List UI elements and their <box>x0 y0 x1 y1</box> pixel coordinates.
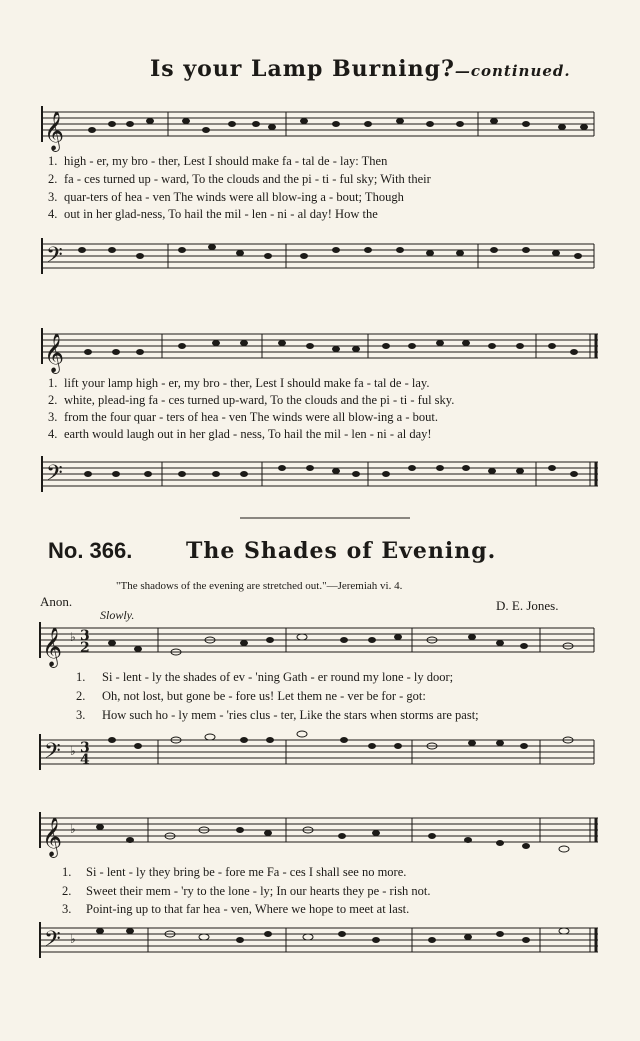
time-signature-icon: 3 <box>80 740 90 756</box>
lyric-line: 2. Sweet their mem - 'ry to the lone - ly; In our hearts they pe - rish not. <box>62 884 431 898</box>
staff-treble-2 <box>42 328 598 364</box>
lyric-line: 4. out in her glad-ness, To hail the mil - len - ni - al day! How the <box>48 207 378 221</box>
staff-treble-4 <box>40 812 598 848</box>
lyric-line: 1. high - er, my bro - ther, Lest I should make fa - tal de - lay: Then <box>48 154 388 168</box>
lyric-line: 3. quar-ters of hea - ven The winds were all blow-ing a - bout; Though <box>48 190 404 204</box>
lyric-line: 2. fa - ces turned up - ward, To the clouds and the pi - ti - ful sky; With their <box>48 172 431 186</box>
staff-bass-2 <box>42 456 598 492</box>
hymn-title: The Shades of Evening. <box>186 538 497 564</box>
lyric-line: 3. How such ho - ly mem - 'ries clus - ter, Like the stars when storms are past; <box>76 708 479 722</box>
staff-treble-3 <box>40 622 594 658</box>
time-signature-icon: 4 <box>80 752 90 768</box>
treble-clef-icon: 𝄞 <box>44 111 65 151</box>
staff-bass-3 <box>40 734 594 770</box>
time-signature-icon: 3 <box>80 628 90 644</box>
bass-clef-icon: 𝄢 <box>46 243 63 273</box>
lyric-line: 1. Si - lent - ly they bring be - fore me Fa - ces I shall see no more. <box>62 865 407 879</box>
composer-credit: D. E. Jones. <box>496 598 559 613</box>
tempo-marking: Slowly. <box>100 608 135 622</box>
continued-label: —continued. <box>454 62 571 80</box>
lyric-line: 1. Si - lent - ly the shades of ev - 'ning Gath - er round my lone - ly door; <box>76 670 454 684</box>
staff-bass-4 <box>40 922 598 958</box>
treble-clef-icon: 𝄞 <box>44 333 65 373</box>
lyric-line: 3. Point-ing up to that far hea - ven, Where we hope to meet at last. <box>62 902 410 916</box>
flat-key-signature-icon: ♭ <box>70 932 76 946</box>
note-heads <box>78 118 588 943</box>
lyric-line: 2. Oh, not lost, but gone be - fore us! Let them ne - ver be for - got: <box>76 689 426 703</box>
epigraph: "The shadows of the evening are stretched out."—Jeremiah vi. 4. <box>116 580 403 592</box>
staff-bass-1 <box>42 238 594 274</box>
bass-clef-icon: 𝄢 <box>44 739 61 769</box>
lyric-line: 4. earth would laugh out in her glad - ness, To hail the mil - len - ni - al day! <box>48 427 432 441</box>
staff-treble-1 <box>42 106 594 142</box>
bass-clef-icon: 𝄢 <box>46 461 63 491</box>
lyric-line: 1. lift your lamp high - er, my bro - ther, Lest I should make fa - tal de - lay. <box>48 376 430 390</box>
bass-clef-icon: 𝄢 <box>44 927 61 957</box>
flat-key-signature-icon: ♭ <box>70 822 76 836</box>
treble-clef-icon: 𝄞 <box>42 627 63 667</box>
flat-key-signature-icon: ♭ <box>70 630 76 644</box>
time-signature-icon: 2 <box>80 640 90 656</box>
hymn-title-continued: Is your Lamp Burning? <box>150 56 455 82</box>
flat-key-signature-icon: ♭ <box>70 744 76 758</box>
author-credit: Anon. <box>40 594 73 609</box>
lyric-line: 3. from the four quar - ters of hea - ven The winds were all blow-ing a - bout. <box>48 410 438 424</box>
lyric-line: 2. white, plead-ing fa - ces turned up-ward, To the clouds and the pi - ti - ful sky. <box>48 393 455 407</box>
hymn-number: No. 366. <box>48 538 133 563</box>
treble-clef-icon: 𝄞 <box>42 817 63 857</box>
